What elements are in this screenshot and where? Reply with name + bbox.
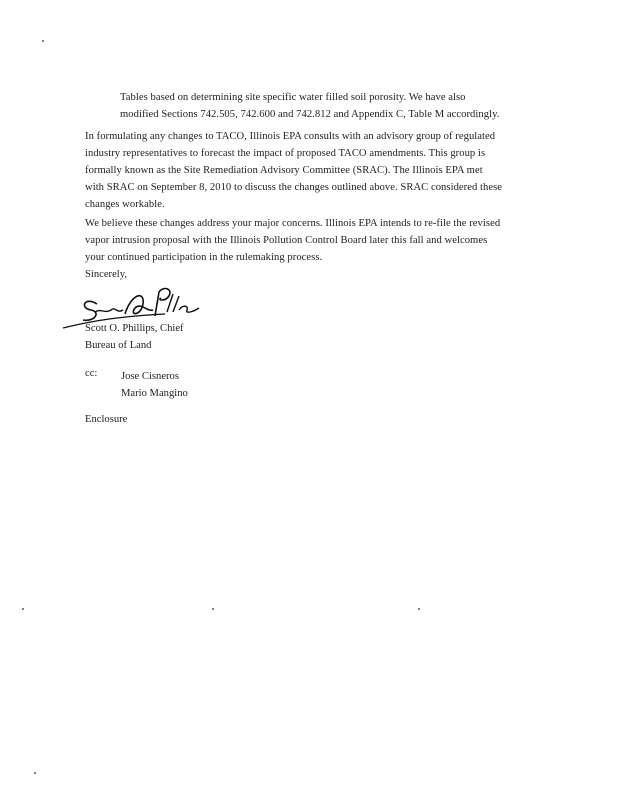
text-line: formally known as the Site Remediation Advisory Committee (SRAC). The Illinois EPA met (85, 165, 483, 176)
scan-speck (42, 40, 44, 42)
paragraph-srac (85, 128, 502, 213)
cc-recipient: Jose Cisneros (121, 371, 179, 382)
closing-salutation: Sincerely, (85, 269, 127, 280)
scan-speck (22, 608, 24, 610)
text-line: your continued participation in the rulemaking process. (85, 252, 323, 263)
cc-label: cc: (85, 368, 98, 379)
text-line: We believe these changes address your major concerns. Illinois EPA intends to re-file the revised (85, 218, 501, 229)
text-line: In formulating any changes to TACO, Illinois EPA consults with an advisory group of regulated (85, 131, 496, 142)
signer-block (85, 320, 184, 354)
text-line: modified Sections 742.505, 742.600 and 742.812 and Appendix C, Table M accordingly. (120, 109, 500, 120)
scan-speck (34, 772, 36, 774)
text-line: with SRAC on September 8, 2010 to discuss the changes outlined above. SRAC considered these (85, 182, 503, 193)
cc-list (121, 368, 188, 402)
signer-name: Scott O. Phillips, Chief (85, 323, 184, 334)
enclosure-note: Enclosure (85, 414, 128, 425)
cc-recipient: Mario Mangino (121, 388, 188, 399)
paragraph-concerns (85, 215, 500, 266)
text-line: Tables based on determining site specific water filled soil porosity. We have also (120, 92, 466, 103)
text-line: vapor intrusion proposal with the Illinois Pollution Control Board later this fall and welcomes (85, 235, 488, 246)
scan-speck (212, 608, 214, 610)
text-line: industry representatives to forecast the impact of proposed TACO amendments. This group is (85, 148, 486, 159)
signer-department: Bureau of Land (85, 340, 152, 351)
paragraph-tables (120, 89, 499, 123)
text-line: changes workable. (85, 199, 165, 210)
scan-speck (418, 608, 420, 610)
